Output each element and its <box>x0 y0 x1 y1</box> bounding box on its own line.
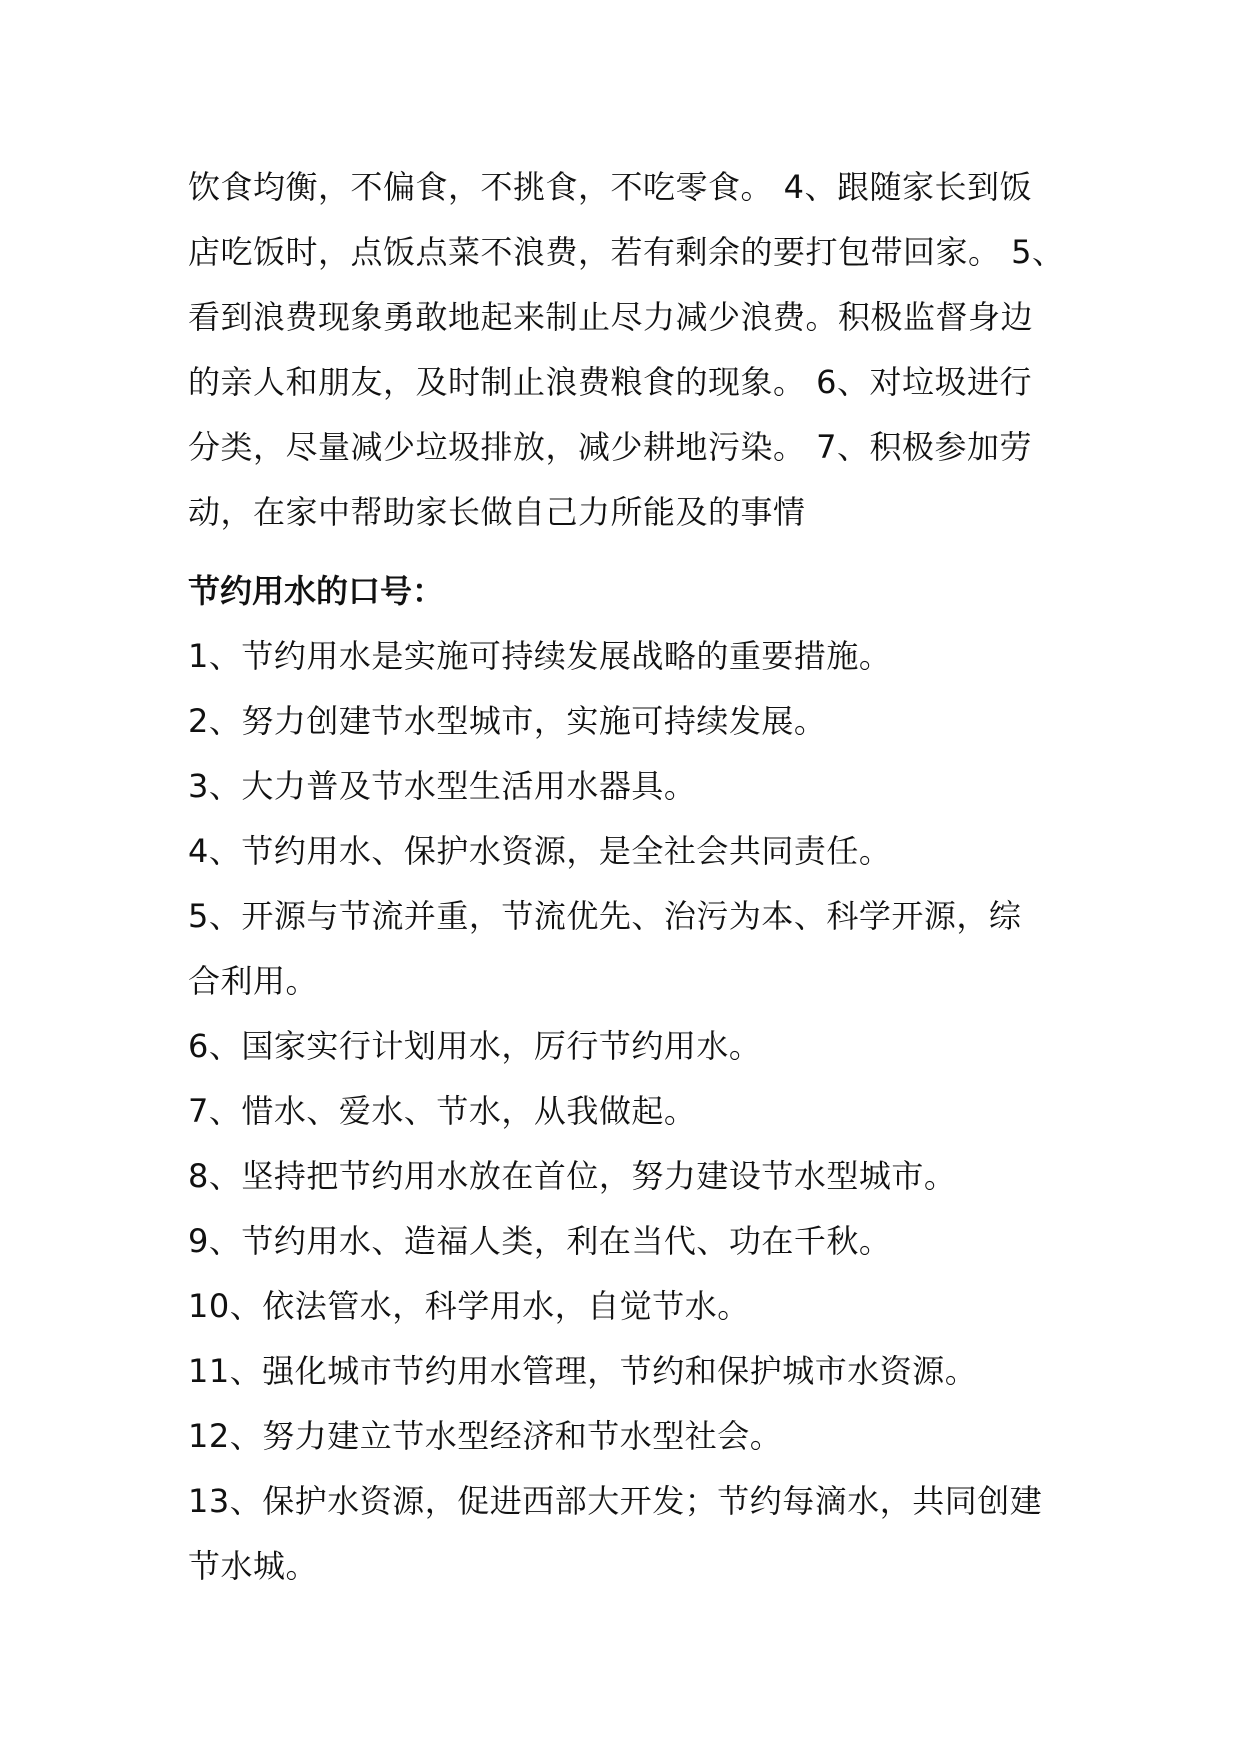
intro-line: 动，在家中帮助家长做自己力所能及的事情 <box>188 493 806 531</box>
intro-line: 饮食均衡，不偏食，不挑食，不吃零食。 4、跟随家长到饭 <box>188 168 1033 206</box>
slogan-line: 3、大力普及节水型生活用水器具。 <box>188 767 697 805</box>
intro-line: 分类，尽量减少垃圾排放，减少耕地污染。 7、积极参加劳 <box>188 428 1033 466</box>
slogan-line: 7、惜水、爱水、节水，从我做起。 <box>188 1092 697 1130</box>
slogan-line: 合利用。 <box>188 962 319 1000</box>
slogan-line: 6、国家实行计划用水，厉行节约用水。 <box>188 1027 762 1065</box>
slogan-line: 2、努力创建节水型城市，实施可持续发展。 <box>188 702 827 740</box>
slogan-line: 1、节约用水是实施可持续发展战略的重要措施。 <box>188 637 892 675</box>
slogan-line: 13、保护水资源，促进西部大开发；节约每滴水，共同创建 <box>188 1482 1043 1520</box>
document-body <box>188 155 1068 1599</box>
slogan-line: 12、努力建立节水型经济和节水型社会。 <box>188 1417 783 1455</box>
slogan-line: 4、节约用水、保护水资源，是全社会共同责任。 <box>188 832 892 870</box>
slogan-line: 节水城。 <box>188 1547 319 1585</box>
section-heading: 节约用水的口号： <box>188 572 445 610</box>
intro-line: 店吃饭时，点饭点菜不浪费，若有剩余的要打包带回家。 5、 <box>188 233 1065 271</box>
intro-line: 的亲人和朋友，及时制止浪费粮食的现象。 6、对垃圾进行 <box>188 363 1033 401</box>
slogan-line: 9、节约用水、造福人类，利在当代、功在千秋。 <box>188 1222 892 1260</box>
slogan-line: 8、坚持把节约用水放在首位，努力建设节水型城市。 <box>188 1157 957 1195</box>
slogan-line: 10、依法管水，科学用水，自觉节水。 <box>188 1287 750 1325</box>
slogan-line: 11、强化城市节约用水管理，节约和保护城市水资源。 <box>188 1352 978 1390</box>
intro-line: 看到浪费现象勇敢地起来制止尽力减少浪费。积极监督身边 <box>188 298 1034 336</box>
slogan-line: 5、开源与节流并重，节流优先、治污为本、科学开源，综 <box>188 897 1022 935</box>
